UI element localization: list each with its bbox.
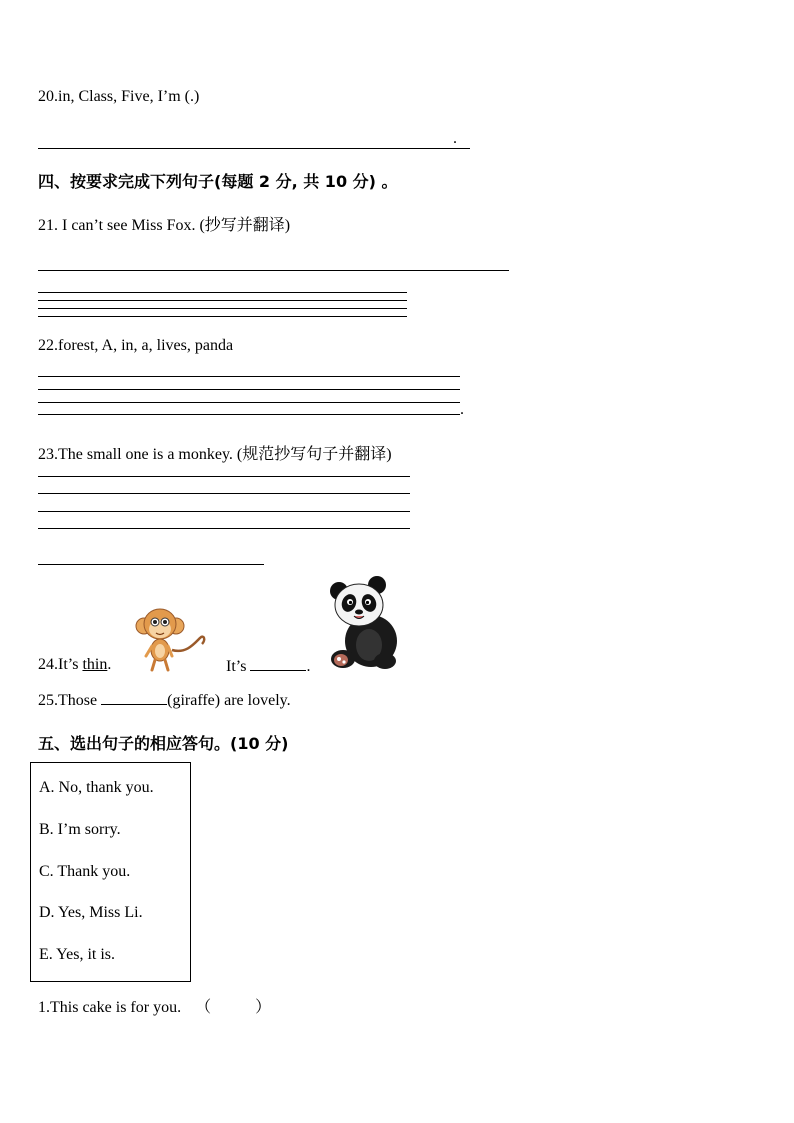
q1-paren-open: （ (195, 999, 212, 1016)
answer-line-22-b[interactable] (38, 389, 460, 390)
answer-line-23-a[interactable] (38, 476, 410, 477)
q25-blank[interactable] (101, 690, 167, 705)
section-4-heading: 四、按要求完成下列句子(每题 2 分, 共 10 分) 。 (38, 172, 398, 191)
option-a: A. No, thank you. (39, 779, 154, 796)
question-24 (38, 656, 111, 674)
option-d: D. Yes, Miss Li. (39, 904, 143, 921)
end-period-20: . (453, 130, 457, 147)
answer-line-22-c[interactable] (38, 402, 460, 403)
question-21: 21. I can’t see Miss Fox. (抄写并翻译) (38, 217, 291, 234)
q24-blank[interactable] (250, 656, 306, 671)
question-1 (38, 994, 271, 1017)
answer-line-23-c[interactable] (38, 511, 410, 512)
question-23: 23.The small one is a monkey. (规范抄写句子并翻译) (38, 446, 392, 463)
option-e: E. Yes, it is. (39, 946, 116, 963)
question-24-second (226, 656, 310, 676)
answer-line-20[interactable] (38, 148, 470, 149)
question-25 (38, 690, 291, 710)
answer-line-23-d[interactable] (38, 528, 410, 529)
answer-line-21-b[interactable] (38, 292, 407, 293)
q24-underlined-word: thin (82, 656, 108, 673)
monkey-illustration (128, 604, 208, 672)
q25-hint: (giraffe) (167, 692, 221, 709)
q24-prefix: 24.It’s (38, 656, 79, 673)
answer-line-23-e[interactable] (38, 564, 264, 565)
answer-line-21-c[interactable] (38, 300, 407, 301)
q1-text: 1.This cake is for you. (38, 999, 182, 1016)
panda-illustration (325, 575, 405, 671)
question-20: 20.in, Class, Five, I’m (.) (38, 88, 200, 105)
option-c: C. Thank you. (39, 863, 131, 880)
q24-dot-2: . (306, 658, 311, 675)
q24-dot-1: . (107, 656, 112, 673)
section-5-heading: 五、选出句子的相应答句。(10 分) (38, 734, 289, 753)
end-period-22: . (460, 401, 464, 418)
q1-paren-close: ） (255, 999, 272, 1016)
answer-line-23-b[interactable] (38, 493, 410, 494)
q24-prefix-2: It’s (226, 658, 247, 675)
answer-line-22-d[interactable] (38, 414, 460, 415)
q25-prefix: 25.Those (38, 692, 98, 709)
answer-line-21-a[interactable] (38, 270, 509, 271)
answer-line-22-a[interactable] (38, 376, 460, 377)
answer-line-21-d[interactable] (38, 308, 407, 309)
q25-suffix: are lovely. (224, 692, 291, 709)
option-b: B. I’m sorry. (39, 821, 121, 838)
options-box (30, 762, 191, 982)
question-22: 22.forest, A, in, a, lives, panda (38, 337, 234, 354)
answer-line-21-e[interactable] (38, 316, 407, 317)
